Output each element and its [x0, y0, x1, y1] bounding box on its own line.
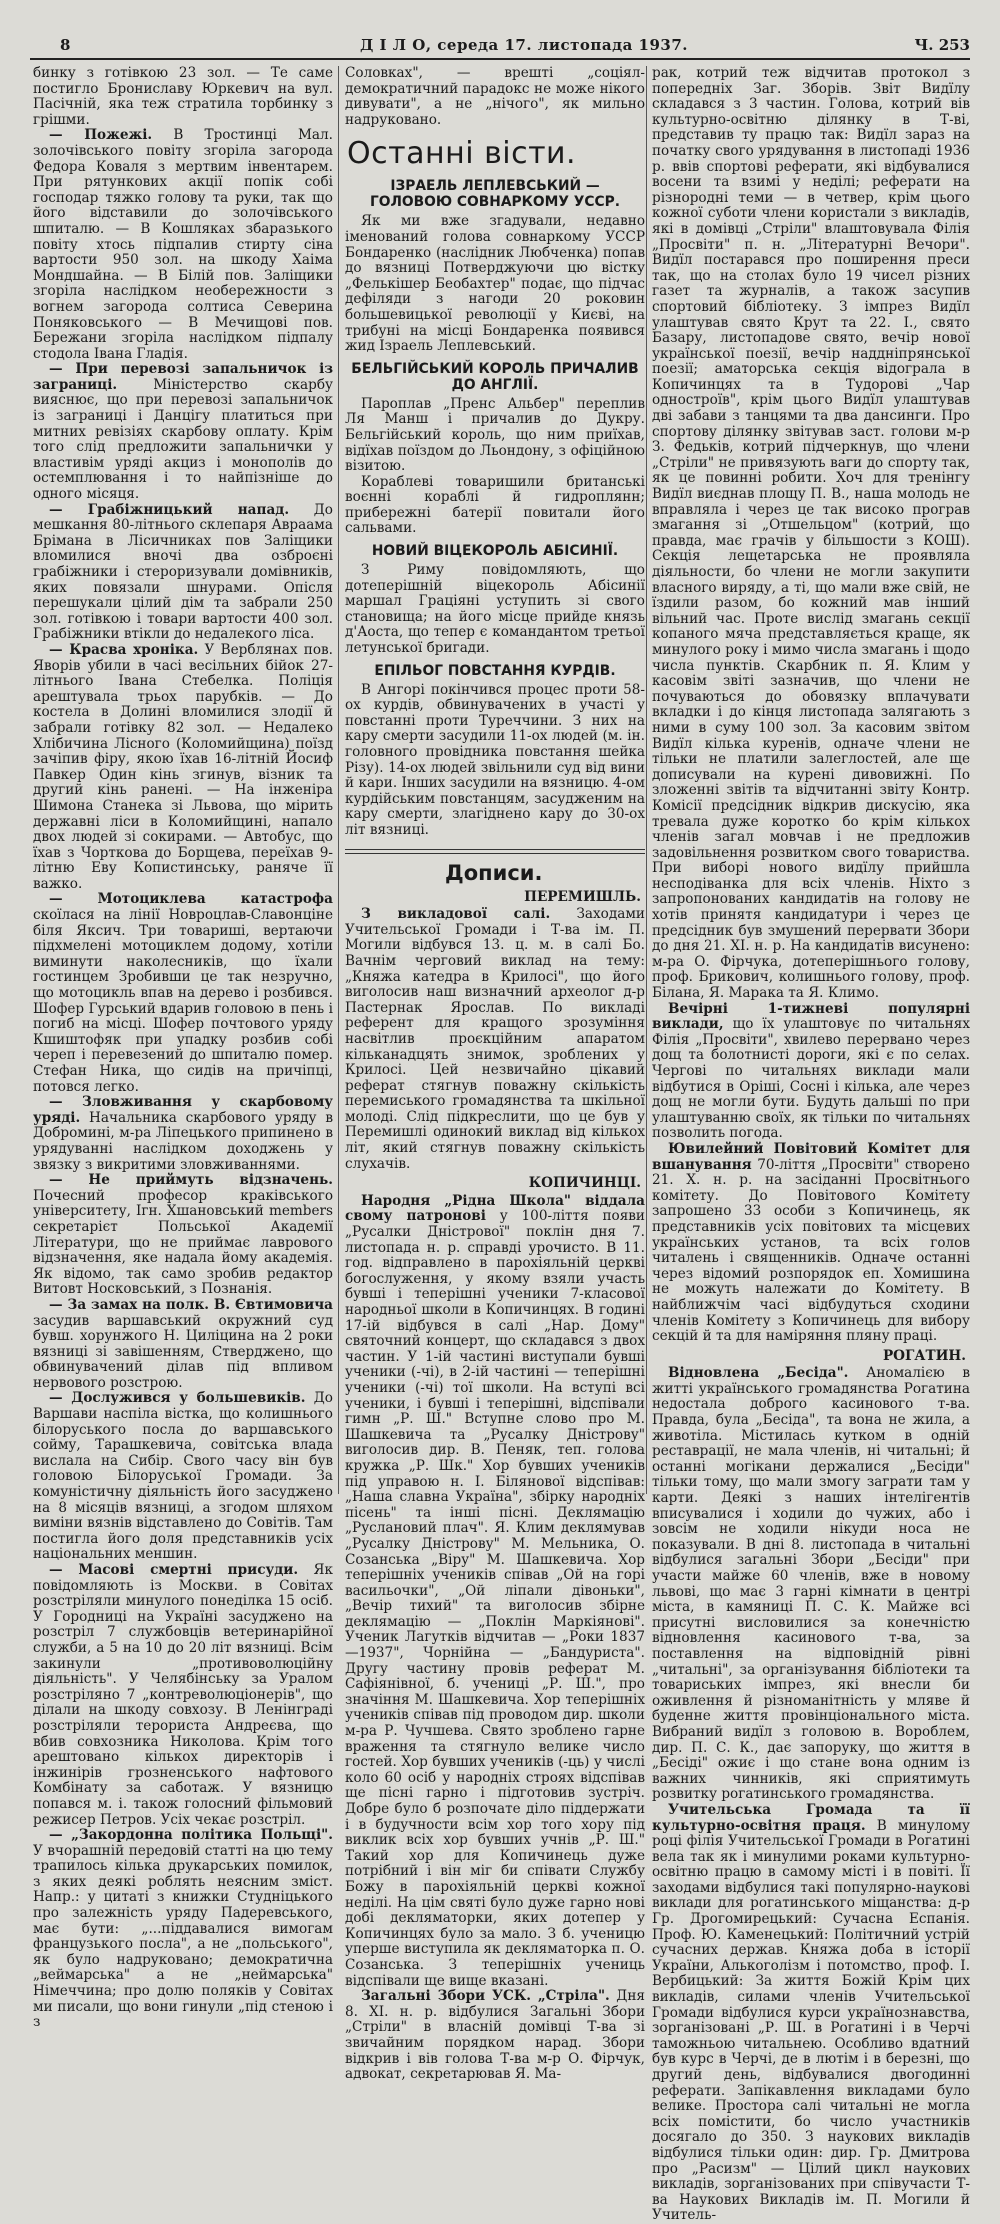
- section-banner-correspondence: Дописи.: [445, 860, 543, 885]
- article-text: Пароплав „Пренс Альбер" переплив Ля Манш і причалив до Дукру. Бельгійський король, що ним приїхав, відїхав поїздом до Льондону, з офіційною візитою.: [345, 395, 645, 475]
- article-text: Загальні Збори УСК. „Стріла". Дня 8. XI. н. р. відбулися Загальні Збори „Стріли" в власній домівці Т-ва зі звичайним порядком нарад. Збори відкрив і вів голова Т-ва м-р О. Фірчук, адвокат, секретарював Я. Ма-: [345, 1988, 645, 2083]
- city-heading: ПЕРЕМИШЛЬ.: [524, 888, 641, 905]
- news-item: — Красва хроніка. У Верблянах пов. Яворів убили в часі весільних бійок 27-літнього Івана Стебелка. Поліція арештувала трьох парубків. — До костела в Долині вломилися злодії й забрали готівку 82 зол. — Недалеко Хлібичина Лісного (Коломийщина) поїзд зачіпив фіру, якою їхав 16-літній Йосиф Павкер Один кінь згинув, візник та другий кінь ранені. — На інженіра Шимона Станека зі Львова, що мірить державні ліси в Коломийщині, напало двох людей зі сокирами. — Автобус, що їхав з Чорткова до Борщева, переїхав 9-літню Еву Копистинську, раняче її важко.: [33, 641, 334, 892]
- column-divider: [338, 66, 339, 1494]
- article-text: Народня „Рідна Школа" віддала свому патронові у 100-ліття появи „Русалки Дністрової" поклін дня 7. листопада н. р. справді урочисто. В 11. год. відправлено в парохіяльній церкві богослуження, у якому взяли участь бувші і теперішні ученики 7-класової народньої школи в Копичинцях. В годині 17-ій відбувся в салі „Нар. Дому" святочний концерт, що складався з двох частин. У 1-ій частині виступали бувші ученики (-чі), в 2-ій частині — теперішні ученики (-чі) тої школи. На вступі всі ученики, і бувші і теперішні, відспівали гимн „Р. Ш." Вступне слово про М. Шашкевича та „Русалку Дністрову" виголосив дир. В. Пеняк, теп. голова кружка „Р. Шк." Хор бувших учеників під управою н. І. Білянової відспівав: „Наша славна Україна", збірку народніх пісень" та інші пісні. Деклямацію „Руслановий плач". Я. Клим деклямував „Русалку Дністрову" М. Мельника, О. Созанська „Віру" М. Шашкевича. Хор теперішніх учеників співав „Ой на горі васильочки", „Ой ліпали дівоньки", „Вечір тихий" та виголосив збірне деклямацію — „Поклін Маркіяновi". Ученик Лагутків відчитав — „Роки 1837—1937", Чорнійна — „Бандуриста". Другу частину провів реферат М. Сафіянівної, б. учениці „Р. Ш.", про значіння М. Шашкевича. Хор теперішніх учеників співав під проводом дир. школи м-ра Р. Чучшева. Свято зроблено гарне враження та стягнуло велике число гостей. Хор бувших учеників (-ць) у числі коло 60 осіб у народніх строях відспівав ще пісні гарно і підготовив зустріч. Добре було б розпочате діло піддержати і в будучности всім хор того хору під виклик всіх хор бувших учнів „Р. Ш." Такий хор для Копичинець дуже потрібний і він міг би співати Службу Божу в парохіяльній церкві кожної неділі. На цім святі було дуже гарно нові добі декляматорки, яких дотепер у Копичинцях було за мало. З б. ученицю уперше виступила як декляматорка п. О. Созанська. З теперішніх учениць відспівали ще вище вказані.: [345, 1192, 645, 1989]
- page-header: [30, 34, 970, 56]
- section-banner-latest-news: Останні вісти.: [347, 136, 577, 172]
- news-item: — За замах на полк. В. Євтимовича засудив варшавський окружний суд бувш. хорунжого Н. Циліцина на 2 роки вязниці зі завішенням, Ствердженo, що обвинувачений ділав під впливом нервового розстрою.: [33, 1296, 333, 1391]
- article-text: Кораблеві товаришили британські воєнні кораблі й гидроплянн; прибережні батерії повитали його сальвами.: [345, 473, 645, 537]
- news-item: — Пожежі. В Тростинці Мал. золочівського повіту згоріла загорода Федора Коваля з мертвим інвентарем. При рятункових акції попік собі господар тяжко голову та руки, так що його відставили до золочівського шпиталю. — В Кошляках збаразького повіту хтось підпалив стирту сіна вартости 950 зол. на шкоду Хаіма Мондшайна. — В Білій пов. Заліщики згоріла наслідком необережности з вогнем загорода солтиса Северина Поняковського — В Мечищові пов. Бережани згоріла наслідком підпалу стодола Івана Гладія.: [33, 127, 333, 362]
- header-rule: [30, 58, 970, 60]
- headline: ІЗРАЕЛЬ ЛЕПЛЕВСЬКИЙ — ГОЛОВОЮ СОВНАРКОМУ УССР.: [369, 178, 621, 211]
- news-item: — Мотоциклева катастрофа скоїлася на лінії Новроцлав-Славонціне біля Яксич. Три товариші, вертаючи підхмелені мотоциклем додому, хотіли виминути наколесників, що їхали гостинцем Зробивши це так незручно, що мотоцикль впав на дерево і розбився. Шофер Гурський вдарив головою в пень і погиб на місці. Шофер почтового уряду Кшиштофяк при упадку розбив собі череп і перевезений до шпиталю помер. Стефан Ника, що сидів на причіпці, потовся легко.: [33, 891, 333, 1095]
- headline: ЕПІЛЬОГ ПОВСТАННЯ КУРДІВ.: [374, 662, 616, 679]
- city-heading: РОГАТИН.: [882, 1347, 966, 1364]
- paragraph: бинку з готівкою 23 зол. — Те саме постигло Брониславу Юркевич на вул. Пасічній, яка теж стратила торбинку з грішми.: [33, 65, 333, 128]
- news-item: — Дослужився у большевиків. До Варшави наспіла вістка, що колишнього білоруського посла до варшавського сойму, Тарашкевича, совітська влада вислала на Сибір. Свого часу він був головою Білоруської Громади. За комуністичну діяльність його засуджено на 8 місяців вязниці, а згодом шляхом виміни вязнів відставлено до Совітів. Там постигла його доля представників усіх національних меншин.: [33, 1390, 333, 1563]
- city-heading: КОПИЧИНЦІ.: [528, 1175, 641, 1192]
- news-item: — При перевозі запальничок із заграниці. Міністерство скарбу вияснює, що при перевозі запальничок із заграниці і Данцігу платиться при митних ревізіях скарбову оплату. Крім того слід предложити запальнички у властивім уряді акциз і монополів до остемплювання і то найпізніше до одного місяця.: [33, 361, 333, 503]
- paragraph: Соловках", — врешті „соціял-демократичний парадокс не може нікого дивувати", а не „нічого", як мильно надруковано.: [345, 65, 645, 128]
- column-3: [652, 65, 970, 2224]
- article-text: Відновлена „Бесіда". Аномалією в житті українського громадянства Рогатина недостала доброго касинового т-ва. Правда, була „Бесіда", та вона не жила, а животіла. Містилась кутком в одній реставрації, не мала членів, ні читальні; й останні могікани держалися „Бесіди" тільки тому, що мали змогу заграти там у карти. Деякі з наших інтелігентів вписувалися і ходили до чужих, або і зовсім не ходили нікуди носа не показували. В дні 8. листопада в читальні відбулися загальні Збори „Бесіди" при участи майже 60 членів, вже в новому львові, що має 3 гарні кімнати в центрі міста, в камяниці П. С. К. Майже всі присутні висловилися за конечністю відновлення касинового т-ва, за поставлення на відповідній рівні „читальні", за організування бібліотеки та товариських імпрез, які внесли би оживлення й різноманітність у мляве й буденне життя провінціонального міста. Вибраний видїл з головою в. Вороблем, дир. П. С. К., дає запоруку, що життя в „Бесіді" ожиє і що стане вона одним із важних чинників, які сприятимуть розвитку рогатинського громадянства.: [652, 1365, 970, 1803]
- issue-number: Ч. 253: [914, 36, 970, 54]
- news-item: — Масові смертні присуди. Як повідомляють із Москви. в Совітах розстріляли минулого понеділка 15 осіб. У Городниці на Україні засуджено на розстріл 7 службовців ветеринарійної служби, а 5 на 10 до 20 літ вязниці. Всім закинули „противоволюційну діяльність". У Челябінську за Уралом розстріляно 7 „контреволюціонерів", що ділали на шкоду совхозу. В Ленінграді розстріляли терориста Андреєва, що вбив совхозника Николова. Крім того арештовано кількох директорів і інжинірів грозненського нафтового Комбінату за саботаж. У вязницю попався м. і. також голосний фільмовий режисер Петров. Усіх чекає розстріл.: [33, 1562, 333, 1828]
- headline: НОВИЙ ВІЦЕКОРОЛЬ АБІСИНІЇ.: [371, 543, 619, 560]
- article-text: рак, котрий теж відчитав протокол з попередніх Заг. Зборів. Звіт Видїлу складався з 3 частин. Голова, котрий вів культурно-освітню ділянку в Т-ві, представив ту працю так: Видїл зараз на початку свого урядування в листопаді 1936 р. ввів спортові реферати, які відбувалися восени та взимі у неділі; реферати на різнородні теми — в четвер, крім цього кожної суботи члени користали з викладів, які в домівці „Стріли" влаштовувала Філія „Просвіти" п. н. „Літературні Вечори". Видїл постарався про поширення преси так, що на столах було 19 чисел різних газет та журналів, а також засупив спортовий бібліотеку. З імпрез Видїл улаштував свято Крут та 22. І., свято Базару, листопадове свято, вечір нової української поезії, вечір наддніпрянської поезії; аматорська секція відограла в Копичинцях та в Тудорові „Чар одностроїв", крім цього Видїл улаштував дві забави з танцями та два дансинги. Про спортову ділянку звітував заст. голови м-р З. Федьків, котрий підчеркнув, що члени „Стріли" не привязують ваги до спорту так, як це повинні робити. Хоч для тренінгу Видїл виєднав площу П. В., наша молодь не вправляла і через це так високо програв змагання зі „Отшельцом" (котрий, що правда, має грачів у більшости з КОШ). Секція лещетарська не проявляла діяльности, бо члени не могли закупити власного виряду, а ті, що мали вже свій, не їздили разом, бо кожний мав інший вільний час. Проте вислід змагань секції копаного мяча представляється краще, як минулого року і мимо числа змагань і щодо числа пунктів. Скарбник п. Я. Клим у касовім звіті зазначив, що члени не почуваються до обовязку вплачувати вкладки і до кінця листопада залягають з ними в суму 100 зол. За касовим звітом Видїл кілька куренів, одначе члени не тільки не платили залеглостей, але ще дописували на курені дивовижні. По зложенні звітів та відчитанні звіту Контр. Комісії предсідник відкрив дискусію, яка тревала дуже коротко бо крім кількох членів загал мовчав і не предложив задовільнення розвитком свого товариства. При виборі нового видїлу прийшла несподіванка для всіх членів. Ніхто з запропонованих кандидатів на голову не хотів принятя кандидатури і через це предсідник був змушений перервати Збори до дня 21. XI. н. р. На кандидатів висунено: м-ра О. Фірчука, дотеперішнього голову, проф. Брикович, колишнього голову, проф. Білана, Я. Марака та Я. Климо.: [652, 65, 970, 1002]
- headline: БЕЛЬГІЙСЬКИЙ КОРОЛЬ ПРИЧАЛИВ ДО АНГЛІЇ.: [351, 360, 639, 393]
- page-number: 8: [60, 36, 71, 54]
- article-text: В Ангорі покінчився процес проти 58-ох курдів, обвинувачених в участі у повстанні проти Туреччини. З них на кару смерти засудили 11-ох людей (м. ін. головного провідника повстання шейка Різу). 14-ох людей звільнили суд від вини й кари. Інших засудили на вязницю. 4-ом курдійським повстанцям, засудженим на кару смерти, злагіднено кару до 30-ох літ вязниці.: [345, 681, 645, 838]
- article-text: Як ми вже згадували, недавно іменований голова совнаркому УССР Бондаренко (наслідник Любченка) попав до вязниці Потверджуючи цю вістку „Фелькішер Беобахтер" подає, що підчас дефіляди з нагоди 20 роковин большевицької революції у Києві, на трибуні на місці Бондаренка появився жид Ізраель Леплевський.: [345, 213, 645, 355]
- column-divider: [646, 66, 647, 1494]
- article-text: Вечірні 1-тижневі популярні виклади, що їх улаштовує по читальнях Філія „Просвіти", хвилево перервано через дощ та болотнисті дороги, які є по селах. Чергові по читальнях виклади мали відбутися в Оріші, Сосні і кілька, але через дощ не могли бути. Будуть дальші по при улаштуванню своїх, як тільки по читальнях позволить погода.: [652, 1000, 970, 1142]
- column-1: [33, 65, 334, 2031]
- news-item: — Зловживання у скарбовому уряді. Начальника скарбового уряду в Добромині, м-ра Ліпецького припинено в урядуванні наслідком доходжень у звязку з викритими зловживаннями.: [33, 1094, 333, 1173]
- news-item: — Не приймуть відзначень. Почесний професор краківського університету, Ігн. Хшановський members секретарієт Польської Академії Літератури, що не приймає лаврового відзначення, яке надала йому академія. Як відомо, так само зробив редактор Витовт Носковський, з Познанія.: [33, 1172, 333, 1298]
- article-text: З Риму повідомляють, що дотеперішній віцекороль Абісинії маршал Граціяні уступить зі свого становища; на його місце прийде князь д'Аоста, що тепер є командантом третьої летунської бригади.: [345, 562, 645, 657]
- article-text: Ювилейний Повітовий Комітет для вшанування 70-ліття „Просвіти" створено 21. Х. н. р. на засіданні Просвітнього комітету. До Повітового Комітету запрошено 33 особи з Копичинець, як представників усіх повітових та місцевих українських установ, та всіх голов читалень і священників. Одначе останні через відомий розпорядок еп. Хомишина не можуть належати до Комітету. В найближчім часі відбудуться сходини членів Комітету з Копичинець для вибору секцій й та для наміряння пляну праці.: [652, 1140, 970, 1345]
- news-item: — Грабіжницький напад. До мешкання 80-літнього склепаря Авраама Брімана в Лісичниках пов Заліщики вломилися вночі два озброєні грабіжники і стероризували домівників, яких повязали шнурами. Опісля перешукали цілий дім та забрали 250 зол. готівкою і товари вартости 400 зол. Грабіжники втікли до недалекого ліса.: [33, 501, 333, 643]
- section-divider: [345, 849, 645, 854]
- article-text: З викладової салі. Заходами Учительської Громади і Т-ва ім. П. Могили відбувся 13. ц. м. в салі Бо. Вачнім черговий виклад на тему: „Княжа катедра в Крилосі", що його виголосив наш визначний археолог д-р Пастернак Ярослав. По викладі референт для кращого зрозуміння насвітлив проєкційним апаратом кільканадцять знимок, зроблених у Крилосі. Цей незвичайно цікавий реферат стягнув поважну скількість перемиського громадянства та шкільної молоді. Слід підкреслити, що це був у Перемишлі одинокий виклад від кількох літ, який стягнув поважну скількість слухачів.: [345, 906, 645, 1172]
- masthead-date: Д І Л О, середа 17. листопада 1937.: [360, 36, 689, 54]
- column-2: [345, 65, 645, 2083]
- article-text: Учительська Громада та її культурно-освітня праця. В минулому році філія Учительської Громади в Рогатині вела так як і минулими роками культурно-освітню працю в самому місті і в повіті. Її заходами відбулися такі популярно-наукові виклади для рогатинського міщанства: д-р Гр. Дрогомирецький: Сучасна Еспанія. Проф. Ю. Каменецький: Політичний устрій сучасних держав. Княжа доба в історії України, Алькоголізм і потомство, проф. І. Вербицький: За життя Божій Крім цих викладів, силами членів Учительської Громади відбулися курси українознавства, зорганізовані „Р. Ш. в Рогатині і в Черчі таможньою читальнею. Особливо вдатний був курс в Черчі, де в лютім і в березні, що другий день, відбувалися двогодинні реферати. Запікавлення викладами було велике. Простора салі читальні не могла всіх помістити, бо число участників досягало до 350. З наукових викладів відбулися тільки один: дир. Гр. Дмитрова про „Расизм" — Цілий цикл наукових викладів, зорганізованих при співучасти Т-ва Наукових Викладів ім. П. Могили й Учитель-: [652, 1801, 970, 2224]
- news-item: — „Закордонна політика Польщі". У вчорашній передовій статті на цю тему трапилось кілька друкарських помилок, з яких деякі роблять неясним зміст. Напр.: у цитаті з книжки Студніцького про залежність уряду Падеревського, має бути: „...піддавалися вимогам французького посла", а не „польського", як було надруковано; демократична „веймарська" а не „неймарська" Німеччина; про долю поляків у Совітах ми писали, що вони гинули „під стеною і з: [33, 1827, 333, 2031]
